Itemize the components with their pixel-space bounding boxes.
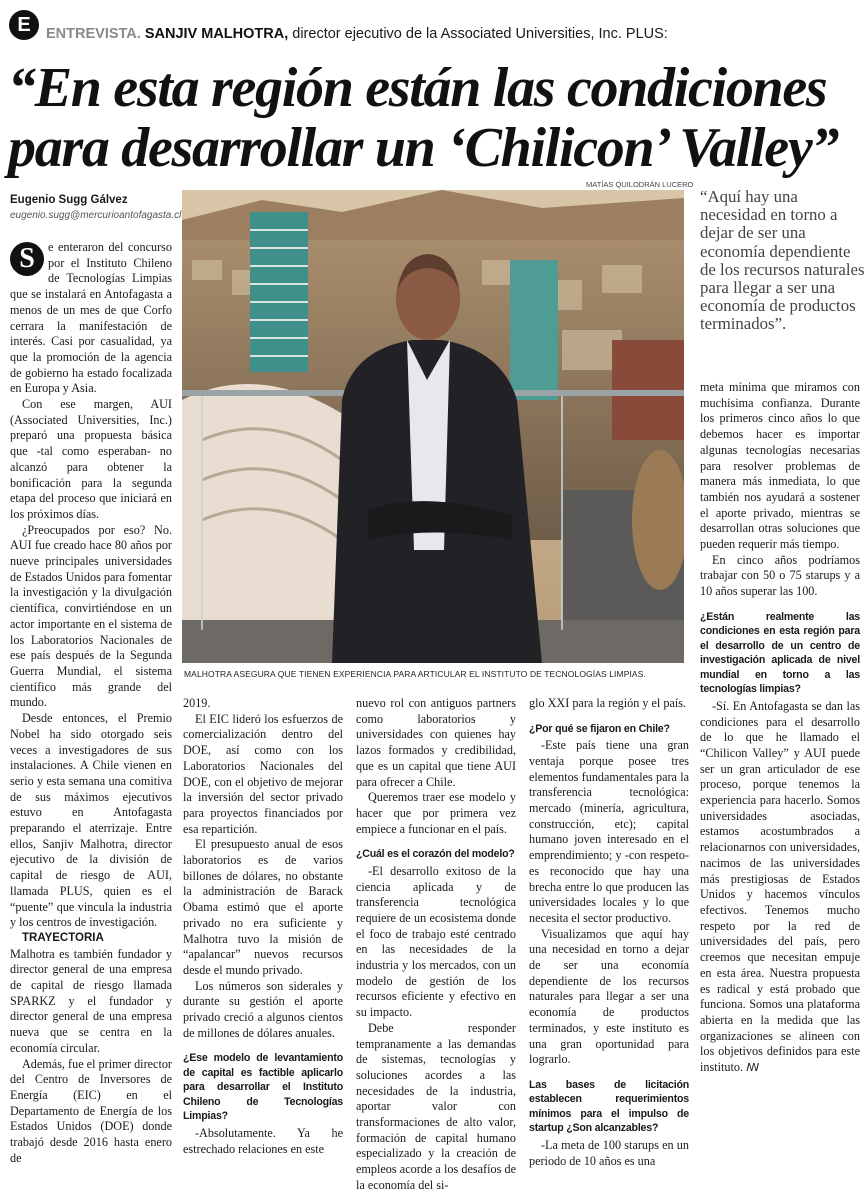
section-badge: E — [9, 10, 39, 40]
paragraph: meta mínima que miramos con muchísima confianza. Durante los primeros cinco años lo que debemos hacer es importar algunas tecnologías necesarias para resolver problemas de manera más inmediata, lo que también nos ayudará a sostener el aporte privado, mientras se desarrollan otras soluciones que pueden requerir más tiempo. — [700, 380, 860, 552]
lead-text: e enteraron del concurso por el Instituto Chileno de Tecnologías Limpias que se instalará en Antofagasta a menos de un mes de que Corfo cerrara la manifestación de interés. Casi por casualidad, ya que la promoción de la agencia de gobierno ha estado focalizada en Europa y Asia. — [10, 240, 172, 396]
interview-question: ¿Cuál es el corazón del modelo? — [356, 848, 515, 861]
article-column-5 — [700, 380, 860, 1076]
paragraph: Además, fue el primer director del Centro de Inversores de Energía (EIC) en el Departamento de Energía de los Estados Unidos (DOE) donde trabajó desde 2016 hasta enero de — [10, 1056, 172, 1165]
photo-caption: MALHOTRA ASEGURA QUE TIENEN EXPERIENCIA PARA ARTICULAR EL INSTITUTO DE TECNOLOGÍAS LIMPIAS. — [184, 669, 646, 679]
author-name: Eugenio Sugg Gálvez — [10, 194, 128, 206]
paragraph: Desde entonces, el Premio Nobel ha sido otorgado seis veces a investigadores de sus instalaciones. A Chile vienen en serio y esta semana una comitiva de sus máximos ejecutivos estuvo en Antofagasta preparando el aterrizaje. Entre ellos, Sanjiv Malhotra, director ejecutivo de la división de capital de riesgo de AUI, llamada PLUS, quien es el “puente” que vincula la industria y los centros de investigación. — [10, 711, 172, 930]
section-label: ENTREVISTA. — [46, 26, 141, 42]
interview-question: ¿Ese modelo de levantamiento de capital es factible aplicarlo para desarrollar el Instituto Chileno de Tecnologías Limpias? — [183, 1052, 343, 1123]
subheading: TRAYECTORIA — [22, 931, 104, 944]
pull-quote: “Aquí hay una necesidad en torno a dejar de ser una economía dependiente de los recursos naturales para llegar a ser una economía de productos terminados”. — [700, 187, 865, 334]
article-column-1 — [10, 240, 172, 1166]
article-column-4 — [529, 696, 689, 1169]
paragraph: -La meta de 100 starups en un periodo de 10 años es una — [529, 1137, 689, 1168]
interview-question: Las bases de licitación establecen requerimientos mínimos para el impulso de startup ¿Son alcanzables? — [529, 1078, 689, 1135]
article-column-2 — [183, 696, 343, 1157]
photo-illustration — [182, 190, 684, 663]
interview-question: ¿Por qué se fijaron en Chile? — [529, 722, 670, 735]
author-email: eugenio.sugg@mercurioantofagasta.cl — [10, 210, 182, 221]
interviewee-role: director ejecutivo de la Associated Universities, Inc. PLUS: — [292, 26, 668, 42]
end-mark-icon: ꟿ — [746, 1061, 760, 1075]
paragraph: Malhotra es también fundador y director general de una empresa de capital de riesgo llamada SPARKZ y el fundador y director general de una empresa nueva que se centra en la economía circular. — [10, 946, 172, 1055]
photo-credit: MATÍAS QUILODRÁN LUCERO — [586, 180, 694, 189]
paragraph: Queremos traer ese modelo y hacer que por primera vez empiece a funcionar en el país. — [356, 790, 516, 836]
headline: “En esta región están las condiciones para desarrollar un ‘Chilicon’ Valley” — [8, 57, 839, 179]
paragraph — [700, 699, 860, 1076]
paragraph: -Absolutamente. Ya he estrechado relaciones en este — [183, 1125, 343, 1156]
paragraph: -Este país tiene una gran ventaja porque posee tres elementos fundamentales para la transferencia tecnológica: mercado (minería, agricultura, construcción, etc); capital humano joven interesado en el emprendimiento; y -con respeto- es reconocido que hay una brecha entre lo que producen las universidades locales y lo que necesita el sector productivo. — [529, 738, 689, 925]
paragraph: glo XXI para la región y el país. — [529, 696, 687, 710]
paragraph: -El desarrollo exitoso de la ciencia aplicada y de transferencia tecnológica requiere de un ecosistema donde el foco de trabajo esté centrado en las necesidades de la industria y los mercados, con un modelo de gestión de los recursos eficiente y efectivo en su impacto. — [356, 863, 516, 1020]
paragraph: El presupuesto anual de esos laboratorios es de varios billones de dólares, no obstante la administración de Barack Obama estimó que el aporte privado no era suficiente y Malhotra tuvo la misión de “apalancar” nuevos recursos desde el mundo privado. — [183, 837, 343, 977]
kicker — [46, 26, 668, 42]
paragraph: El EIC lideró los esfuerzos de comercialización dentro del DOE, así como con los Laboratorios Nacionales del DOE, con el objetivo de mejorar la inversión del sector privado para proyectos financiados por esa repartición. — [183, 711, 343, 836]
paragraph: 2019. — [183, 696, 211, 710]
article-photo — [182, 190, 684, 663]
interviewee-name: SANJIV MALHOTRA, — [144, 26, 289, 42]
interview-question: ¿Están realmente las condiciones en esta región para el desarrollo de un centro de investigación aplicada de nivel mundial en torno a las tecnologías limpias? — [700, 610, 860, 696]
paragraph: En cinco años podríamos trabajar con 50 o 75 starups y a 10 años superar las 100. — [700, 552, 860, 599]
paragraph: ¿Preocupados por eso? No. AUI fue creado hace 80 años por nueve principales universidades de Estados Unidos para fomentar la investigación y la divulgación científica, convirtiéndose en un actor importante en el sistema de los Laboratorios Nacionales de ese país después de la Segunda Guerra Mundial, el sistema científico más grande del mundo. — [10, 522, 172, 710]
paragraph: Los números son siderales y durante su gestión el aporte privado creció a algunos cientos de millones de dólares anuales. — [183, 978, 343, 1040]
paragraph: nuevo rol con antiguos partners como laboratorios y universidades con quienes hay lazos formados y credibilidad, que es un capital que tiene AUI para ofrecer a Chile. — [356, 696, 516, 789]
paragraph: Debe responder tempranamente a las demandas de sistemas, tecnologías y soluciones acordes a las necesidades de la industria, aportar valor con transformaciones de alto valor, formación de capital humano especializado y la creación de empleos acorde a los desafíos de la economía del si- — [356, 1020, 516, 1192]
drop-cap: S — [10, 242, 44, 276]
paragraph: Con ese margen, AUI (Associated Universities, Inc.) preparó una propuesta básica que -tal como esperaban- no alcanzó para obtener la bonificación para la segunda etapa del proceso que iniciará en los próximos días. — [10, 397, 172, 521]
closing-text: -Sí. En Antofagasta se dan las condiciones para el desarrollo de lo que he llamado el “Chilicon Valley” y AUI puede ser un gran articulador de ese proceso, porque tenemos la experiencia para hacerlo. Somos universidades asociadas, estamos acostumbrados a relacionarnos con universidades, nacimos de las universidades más prestigiosas de Estados Unidos y hacemos vínculos efectivos. Tenemos mucho respeto por la red de universidades del país, pero creemos que necesitan empuje en esta área. Nuestra propuesta es radical y está probado que funciona. Somos una plataforma abierta en la medida que las organizaciones se alineen con los objetivos definidos para este instituto. — [700, 698, 860, 1075]
paragraph: Visualizamos que aquí hay una necesidad en torno a dejar de ser una economía dependiente de los recursos naturales para llegar a ser una economía de productos terminados, y este instituto es una gran oportunidad para lograrlo. — [529, 926, 689, 1067]
article-column-3 — [356, 696, 516, 1194]
lead-paragraph — [10, 240, 172, 397]
